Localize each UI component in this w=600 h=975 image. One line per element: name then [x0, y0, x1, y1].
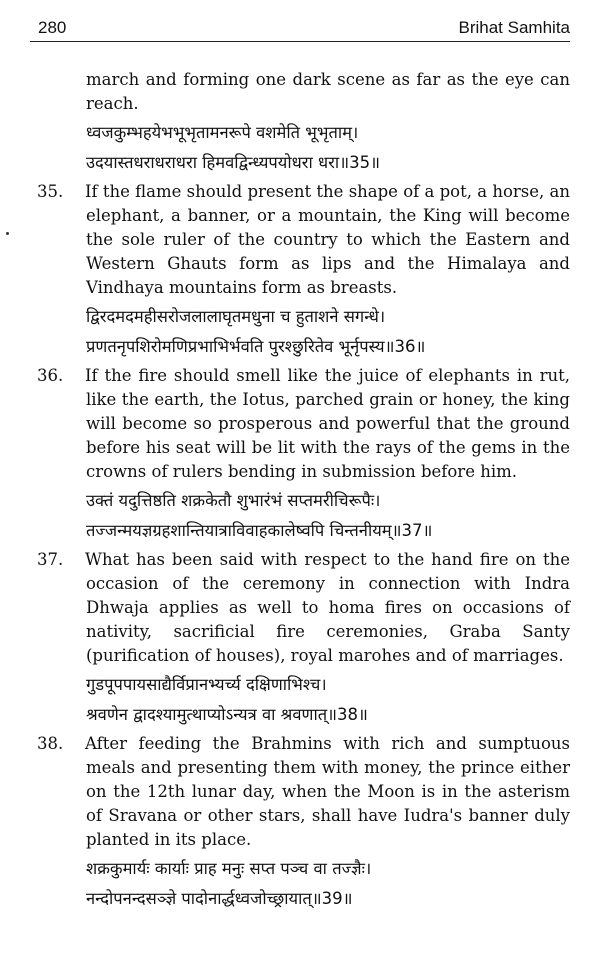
running-title: Brihat Samhita	[458, 18, 570, 37]
translation-paragraph-36	[0, 364, 600, 484]
verse-number-37: 37.	[37, 550, 64, 569]
sanskrit-verse-36-line-2: प्रणतनृपशिरोमणिप्रभाभिर्भवति पुरश्छुरितेव भूर्नृपस्य॥36॥	[86, 337, 426, 356]
sanskrit-verse-36-line-1: द्विरदमदमहीसरोजलालाघृतमधुना च हुताशने सगन्धे।	[86, 307, 386, 326]
intro-paragraph: march and forming one dark scene as far as the eye can reach.	[86, 70, 570, 113]
page-body	[0, 68, 600, 916]
verse-number-35: 35.	[37, 182, 64, 201]
translation-paragraph-38	[0, 732, 600, 852]
translation-text-35: If the flame should present the shape of a pot, a horse, an elephant, a banner, or a mountain, the King will become the sole ruler of the country to which the Eastern and Western Ghauts form as lips and the Himalaya and Vindhaya mountains form as breasts.	[85, 182, 570, 297]
header-rule	[30, 41, 570, 42]
translation-text-37: What has been said with respect to the hand fire on the occasion of the ceremony in connection with Indra Dhwaja applies as well to homa fires on occasions of nativity, sacrificial fire ceremonies, Graba Santy (purification of houses), royal marohes and of marriages.	[85, 550, 570, 665]
sanskrit-verse-37-line-2: तज्जन्मयज्ञग्रहशान्तियात्राविवाहकालेष्वपि चिन्तनीयम्॥37॥	[86, 521, 433, 540]
translation-text-36: If the fire should smell like the juice of elephants in rut, like the earth, the Iotus, parched grain or honey, the king will become so prosperous and powerful that the ground before his seat will be lit with the rays of the gems in the crowns of rulers bending in submission before him.	[85, 366, 570, 481]
sanskrit-verse-35-line-2: उदयास्तधराधराधरा हिमवद्विन्ध्यपयोधरा धरा॥35॥	[86, 153, 380, 172]
translation-text-38: After feeding the Brahmins with rich and sumptuous meals and presenting them with money, the prince either on the 12th lunar day, when the Moon is in the asterism of Sravana or other stars, shall have Iudra's banner duly planted in its place.	[85, 734, 570, 849]
page-number: 280	[38, 18, 67, 37]
sanskrit-verse-39-line-2: नन्दोपनन्दसञ्ज्ञे पादोनार्द्धध्वजोच्छ्रायात्॥39॥	[86, 889, 353, 908]
sanskrit-verse-38-line-2: श्रवणेन द्वादश्यामुत्थाप्योऽन्यत्र वा श्रवणात्॥38॥	[86, 705, 368, 724]
page-header	[0, 14, 600, 44]
sanskrit-verse-35-line-1: ध्वजकुम्भहयेभभूभृतामनरूपे वशमेति भूभृताम्।	[86, 123, 359, 142]
verse-number-36: 36.	[37, 366, 64, 385]
translation-paragraph-35	[0, 180, 600, 300]
sanskrit-verse-37-line-1: उक्तं यदुत्तिष्ठति शक्रकेतौ शुभारंभं सप्तमरीचिरूपैः।	[86, 491, 381, 510]
verse-number-38: 38.	[37, 734, 64, 753]
sanskrit-verse-38-line-1: गुडपूपपायसाद्यैर्विप्रानभ्यर्च्य दक्षिणाभिश्च।	[86, 675, 327, 694]
sanskrit-verse-39-line-1: शक्रकुमार्यः कार्याः प्राह मनुः सप्त पञ्च वा तज्ज्ञैः।	[86, 859, 372, 878]
translation-paragraph-37	[0, 548, 600, 668]
